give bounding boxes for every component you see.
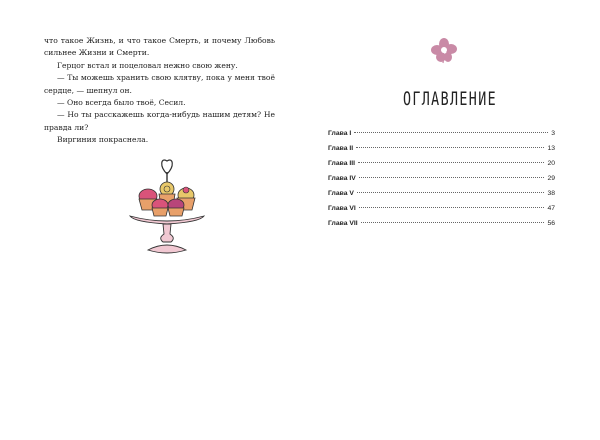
toc-leader-dots [359, 177, 545, 178]
toc-entry-5[interactable] [328, 186, 555, 201]
toc-entry-label: Глава I [328, 130, 352, 137]
toc-entry-page: 29 [547, 175, 555, 182]
story-paragraph: — Оно всегда было твоё, Сесил. [57, 98, 186, 108]
toc-entry-3[interactable] [328, 156, 555, 171]
story-text [44, 35, 275, 147]
toc-entry-2[interactable] [328, 141, 555, 156]
toc-entry-6[interactable] [328, 201, 555, 216]
toc-leader-dots [354, 132, 548, 133]
toc-entry-label: Глава IV [328, 175, 356, 182]
story-paragraph: что такое Жизнь, и что такое Смерть, и почему Любовь сильнее Жизни и Смерти. [44, 36, 275, 58]
toc-entry-label: Глава III [328, 160, 356, 167]
table-of-contents [328, 126, 555, 231]
toc-entry-page: 20 [547, 160, 555, 167]
toc-leader-dots [359, 207, 545, 208]
toc-entry-label: Глава VII [328, 220, 358, 227]
toc-entry-label: Глава V [328, 190, 354, 197]
toc-title: ОГЛАВЛЕНИЕ [402, 88, 498, 110]
toc-entry-page: 13 [547, 145, 555, 152]
toc-leader-dots [356, 147, 544, 148]
toc-entry-page: 3 [551, 130, 555, 137]
toc-leader-dots [358, 162, 544, 163]
story-paragraph: Виргиния покраснела. [57, 135, 149, 145]
toc-entry-7[interactable] [328, 216, 555, 231]
toc-entry-1[interactable] [328, 126, 555, 141]
right-page [300, 0, 600, 440]
toc-entry-page: 38 [547, 190, 555, 197]
toc-entry-label: Глава VI [328, 205, 356, 212]
story-paragraph: — Ты можешь хранить свою клятву, пока у меня твоё сердце, — шепнул он. [44, 73, 275, 95]
cupcake-stand-illustration [126, 150, 208, 258]
toc-leader-dots [357, 192, 545, 193]
toc-entry-4[interactable] [328, 171, 555, 186]
toc-leader-dots [361, 222, 545, 223]
story-paragraph: Герцог встал и поцеловал нежно свою жену. [57, 60, 238, 70]
toc-entry-page: 47 [547, 205, 555, 212]
toc-entry-page: 56 [547, 220, 555, 227]
toc-entry-label: Глава II [328, 145, 354, 152]
story-paragraph: — Но ты расскажешь когда-нибудь нашим детям? Не правда ли? [44, 110, 275, 132]
flower-icon [430, 36, 458, 64]
